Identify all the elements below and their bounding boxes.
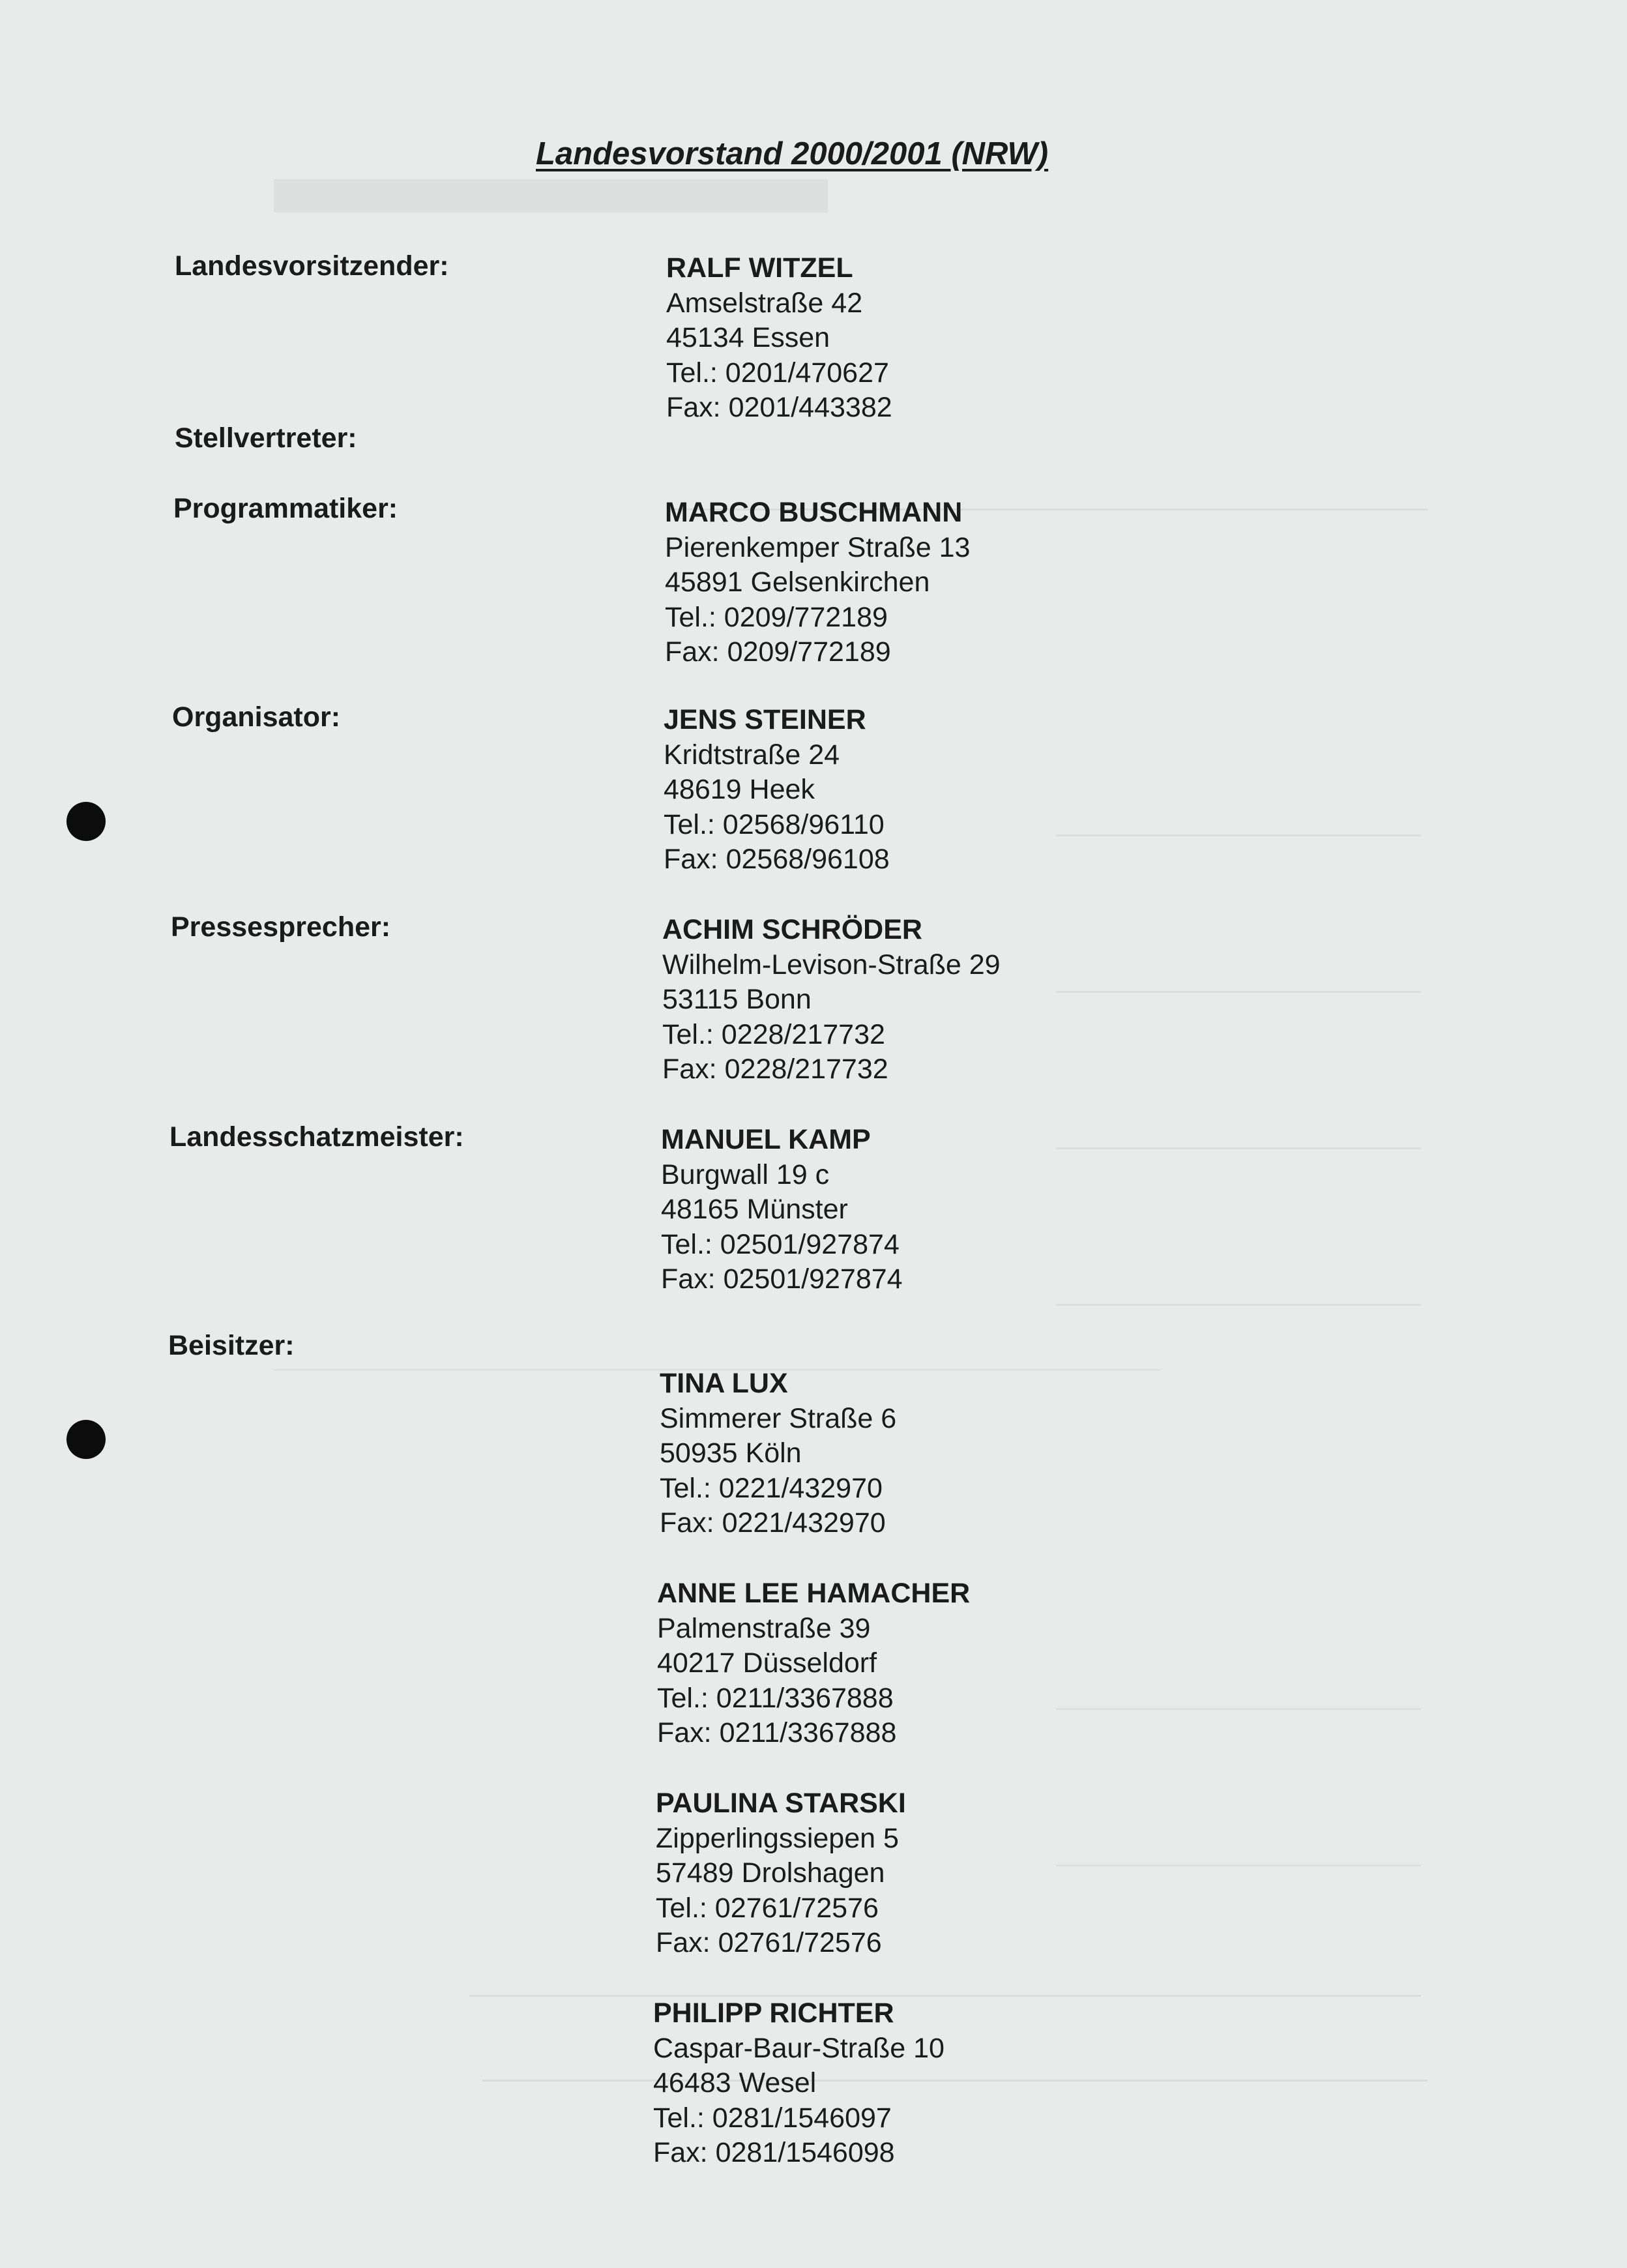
- member-fax: Fax: 0228/217732: [662, 1053, 888, 1085]
- member-street: Wilhelm-Levison-Straße 29: [662, 949, 1001, 980]
- member-block: [653, 1996, 945, 2171]
- member-name: RALF WITZEL: [666, 252, 853, 284]
- member-block: [660, 1366, 896, 1541]
- member-city: 45891 Gelsenkirchen: [665, 567, 930, 598]
- member-street: Palmenstraße 39: [657, 1612, 871, 1644]
- member-tel: Tel.: 0211/3367888: [657, 1682, 894, 1714]
- member-tel: Tel.: 0221/432970: [660, 1472, 883, 1504]
- role-programmatiker: Programmatiker:: [173, 493, 398, 524]
- document-title: Landesvorstand 2000/2001 (NRW): [536, 136, 1049, 171]
- member-block: [666, 251, 892, 426]
- member-street: Pierenkemper Straße 13: [665, 531, 971, 563]
- member-tel: Tel.: 0201/470627: [666, 357, 889, 389]
- member-name: MANUEL KAMP: [661, 1124, 871, 1155]
- member-city: 48165 Münster: [661, 1194, 848, 1225]
- member-block: [661, 1123, 903, 1297]
- role-stellvertreter: Stellvertreter:: [175, 422, 357, 454]
- member-fax: Fax: 02501/927874: [661, 1263, 903, 1295]
- member-fax: Fax: 0211/3367888: [657, 1717, 897, 1748]
- member-fax: Fax: 0281/1546098: [653, 2137, 895, 2168]
- member-city: 50935 Köln: [660, 1437, 802, 1469]
- member-name: ACHIM SCHRÖDER: [662, 914, 922, 945]
- member-city: 53115 Bonn: [662, 984, 812, 1015]
- punch-hole-lower: [66, 1420, 106, 1459]
- member-name: PAULINA STARSKI: [656, 1788, 906, 1819]
- member-name: TINA LUX: [660, 1368, 788, 1399]
- member-fax: Fax: 0221/432970: [660, 1507, 886, 1539]
- member-name: ANNE LEE HAMACHER: [657, 1578, 971, 1609]
- member-street: Simmerer Straße 6: [660, 1402, 897, 1434]
- role-organisator: Organisator:: [172, 701, 341, 733]
- member-block: [665, 495, 970, 670]
- member-city: 40217 Düsseldorf: [657, 1647, 877, 1679]
- member-tel: Tel.: 02501/927874: [661, 1228, 900, 1260]
- role-landesvorsitzender: Landesvorsitzender:: [175, 250, 449, 282]
- member-block: [664, 703, 890, 877]
- member-tel: Tel.: 02568/96110: [664, 808, 885, 840]
- member-street: Amselstraße 42: [666, 287, 863, 319]
- member-name: MARCO BUSCHMANN: [665, 497, 963, 528]
- member-fax: Fax: 0209/772189: [665, 636, 891, 668]
- member-city: 46483 Wesel: [653, 2067, 817, 2099]
- role-beisitzer: Beisitzer:: [168, 1330, 295, 1361]
- member-block: [662, 913, 1001, 1087]
- member-city: 48619 Heek: [664, 774, 815, 805]
- member-fax: Fax: 02568/96108: [664, 844, 890, 875]
- member-fax: Fax: 02761/72576: [656, 1927, 882, 1958]
- member-name: PHILIPP RICHTER: [653, 1997, 894, 2029]
- role-landesschatzmeister: Landesschatzmeister:: [169, 1121, 464, 1153]
- member-block: [656, 1786, 906, 1961]
- member-street: Kridtstraße 24: [664, 739, 840, 771]
- member-street: Zipperlingssiepen 5: [656, 1822, 899, 1854]
- member-tel: Tel.: 0228/217732: [662, 1018, 885, 1050]
- member-tel: Tel.: 0281/1546097: [653, 2102, 892, 2134]
- member-tel: Tel.: 02761/72576: [656, 1892, 879, 1924]
- member-name: JENS STEINER: [664, 704, 866, 735]
- punch-hole-upper: [66, 802, 106, 841]
- member-block: [657, 1576, 970, 1751]
- member-city: 57489 Drolshagen: [656, 1857, 885, 1889]
- member-street: Caspar-Baur-Straße 10: [653, 2032, 945, 2064]
- member-street: Burgwall 19 c: [661, 1158, 830, 1190]
- member-tel: Tel.: 0209/772189: [665, 601, 888, 633]
- member-city: 45134 Essen: [666, 322, 830, 353]
- member-fax: Fax: 0201/443382: [666, 392, 892, 423]
- role-pressesprecher: Pressesprecher:: [171, 911, 391, 943]
